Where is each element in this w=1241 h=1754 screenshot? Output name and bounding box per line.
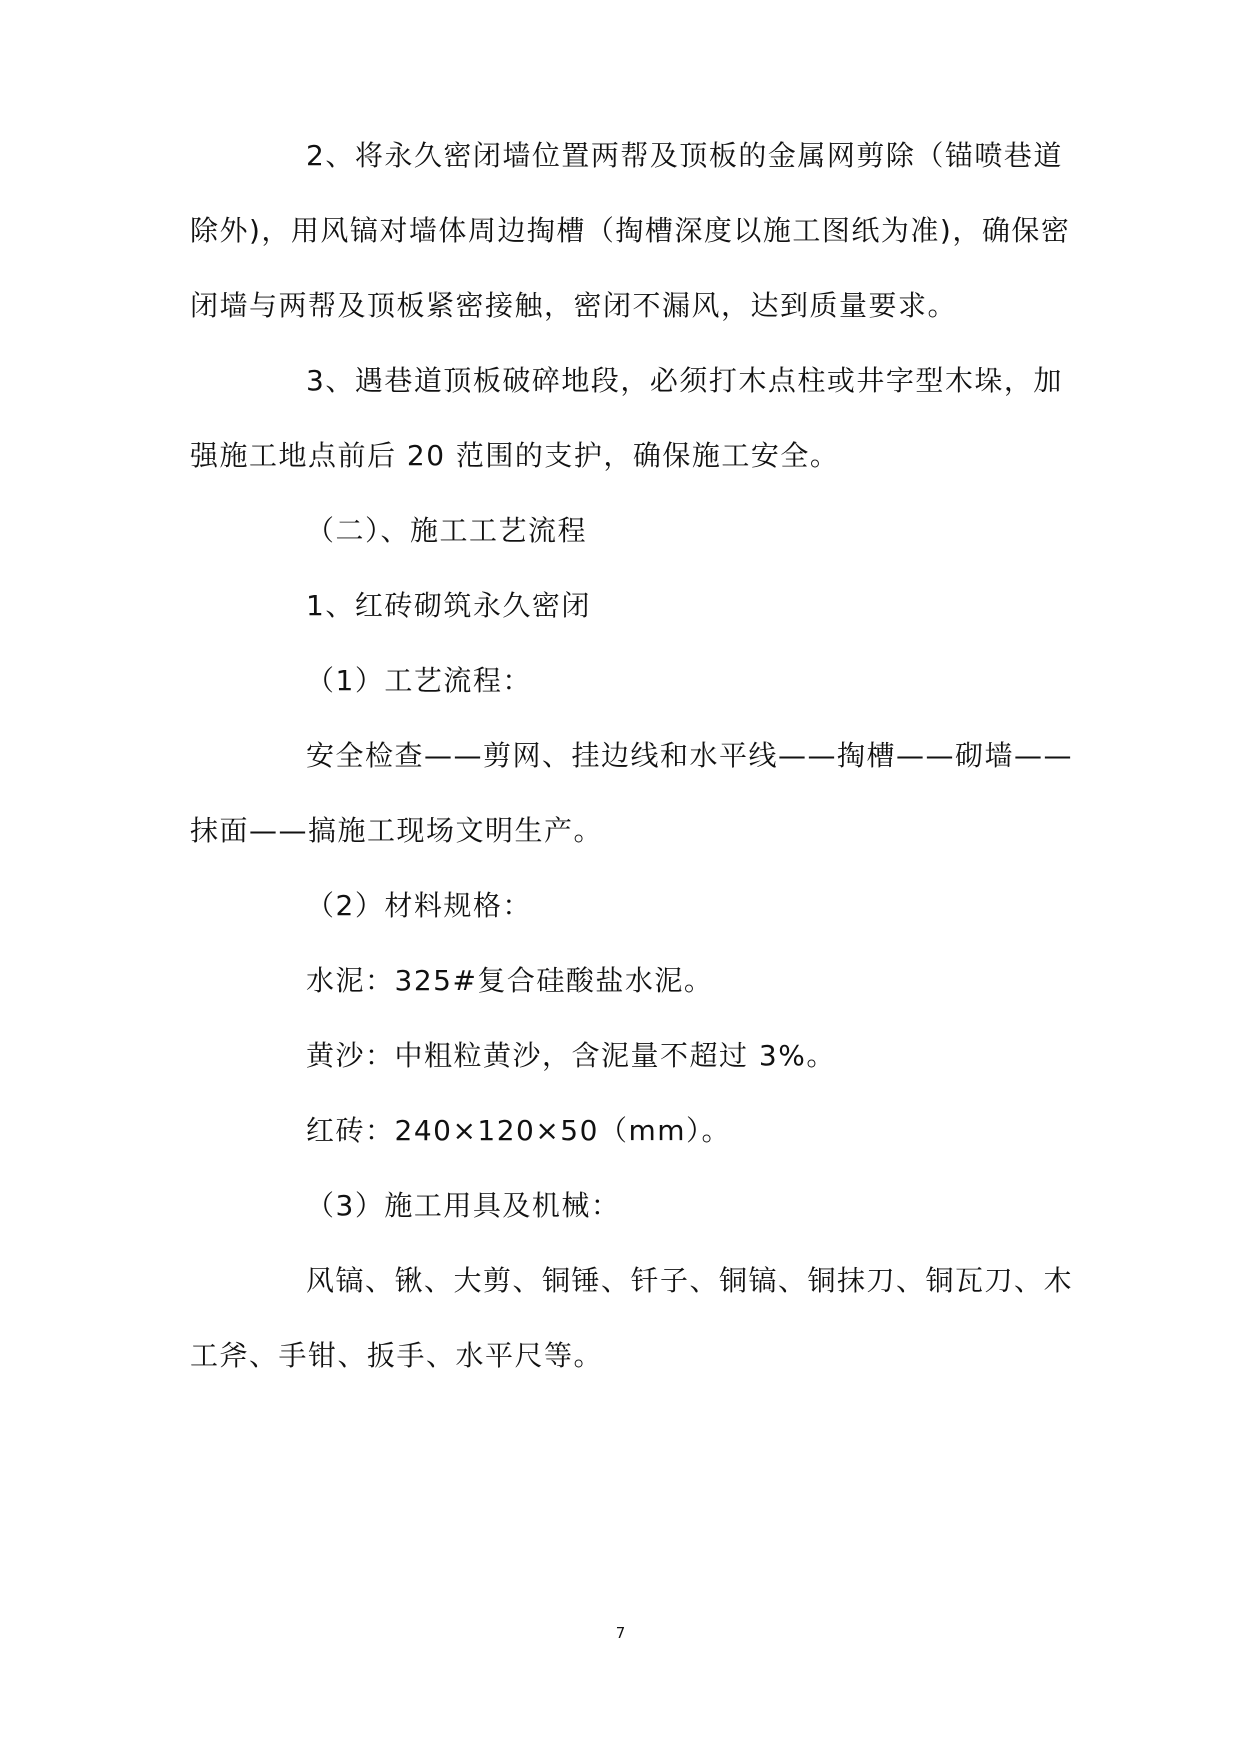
paragraph-line: 红砖：240×120×50（mm）。 — [306, 1114, 731, 1147]
paragraph-line: 工斧、手钳、扳手、水平尺等。 — [190, 1339, 604, 1372]
page-number: 7 — [615, 1624, 626, 1642]
subsection-heading: 1、红砖砌筑永久密闭 — [306, 589, 591, 622]
paragraph-line: 风镐、锹、大剪、铜锤、钎子、铜镐、铜抹刀、铜瓦刀、木 — [306, 1264, 1074, 1297]
subsection-heading: （3）施工用具及机械： — [306, 1189, 621, 1222]
document-body — [190, 118, 1074, 1393]
subsection-heading: （2）材料规格： — [306, 889, 532, 922]
paragraph-line: 水泥：325#复合硅酸盐水泥。 — [306, 964, 714, 997]
subsection-heading: （1）工艺流程： — [306, 664, 532, 697]
paragraph-line: 2、将永久密闭墙位置两帮及顶板的金属网剪除（锚喷巷道 — [306, 139, 1063, 172]
paragraph-line: 3、遇巷道顶板破碎地段，必须打木点柱或井字型木垛，加 — [306, 364, 1063, 397]
paragraph-line: 除外)，用风镐对墙体周边掏槽（掏槽深度以施工图纸为准)，确保密 — [190, 214, 1071, 247]
section-heading: （二）、施工工艺流程 — [306, 514, 588, 547]
paragraph-line: 强施工地点前后 20 范围的支护，确保施工安全。 — [190, 439, 840, 472]
paragraph-line: 黄沙：中粗粒黄沙，含泥量不超过 3%。 — [306, 1039, 836, 1072]
paragraph-line: 闭墙与两帮及顶板紧密接触，密闭不漏风，达到质量要求。 — [190, 289, 958, 322]
paragraph-line: 安全检查——剪网、挂边线和水平线——掏槽——砌墙—— — [306, 739, 1074, 772]
paragraph-line: 抹面——搞施工现场文明生产。 — [190, 814, 604, 847]
